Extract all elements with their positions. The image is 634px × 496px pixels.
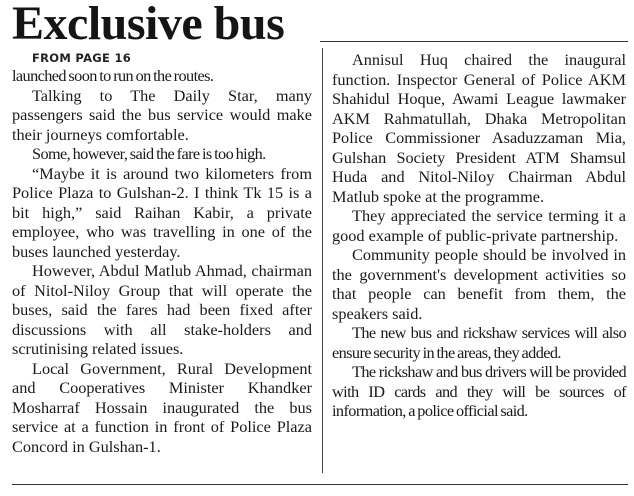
paragraph: Local Government, Rural Development and Cooperatives Minister Khandker Mosharraf Hossain inaugurated the bus service at a function in front of Police Plaza Concord in Gulshan-1. xyxy=(12,358,312,456)
paragraph: Annisul Huq chaired the inaugural function. Inspector General of Police AKM Shahidul Hoque, Awami League lawmaker AKM Rahmatullah, Dhaka Metropolitan Police Commissioner Asaduzzaman Mia, Gulshan Society President ATM Shamsul Huda and Nitol-Niloy Chairman Abdul Matlub spoke at the programme. xyxy=(332,50,626,206)
column-divider xyxy=(322,48,323,473)
left-column xyxy=(12,50,312,456)
continued-from-label: FROM PAGE 16 xyxy=(32,51,132,65)
paragraph: The rickshaw and bus drivers will be provided with ID cards and they will be sources of information, a police official said. xyxy=(332,362,626,420)
paragraph: Some, however, said the fare is too high. xyxy=(32,144,266,163)
bottom-rule xyxy=(12,484,628,485)
paragraph: The new bus and rickshaw services will also ensure security in the areas, they added. xyxy=(332,323,626,362)
paragraph: “Maybe it is around two kilometers from Police Plaza to Gulshan-2. I think Tk 15 is a bit high,” said Raihan Kabir, a private employee, who was travelling in one of the buses launched yesterday. xyxy=(12,163,312,261)
paragraph: Talking to The Daily Star, many passengers said the bus service would make their journeys comfortable. xyxy=(12,85,312,144)
headline: Exclusive bus xyxy=(12,0,285,50)
right-column xyxy=(332,50,626,421)
paragraph: However, Abdul Matlub Ahmad, chairman of Nitol-Niloy Group that will operate the buses, said the fares had been fixed after discussions with all stake-holders and scrutinising related issues. xyxy=(12,261,312,358)
paragraph: They appreciated the service terming it a good example of public-private partnership. xyxy=(332,206,626,245)
headline-rule xyxy=(320,41,628,42)
paragraph: Community people should be involved in the government's development activities so that people can benefit from them, the speakers said. xyxy=(332,245,626,323)
paragraph: launched soon to run on the routes. xyxy=(12,66,214,85)
